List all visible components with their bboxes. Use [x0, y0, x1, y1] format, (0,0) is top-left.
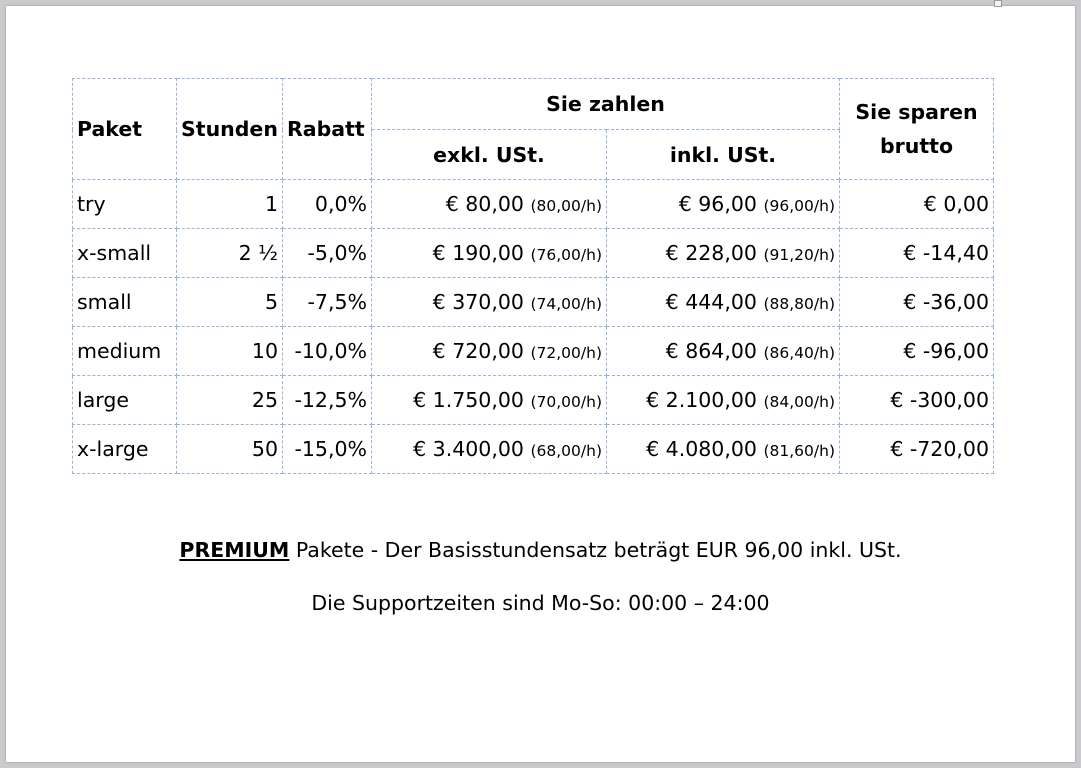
header-sie-sparen	[840, 79, 994, 180]
exkl-price: € 190,00	[432, 241, 524, 265]
page-corner-marker	[994, 0, 1002, 7]
exkl-rate: (76,00/h)	[530, 246, 602, 264]
exkl-rate: (72,00/h)	[530, 344, 602, 362]
cell-inkl	[607, 278, 840, 327]
exkl-price: € 80,00	[445, 192, 524, 216]
inkl-price: € 444,00	[665, 290, 757, 314]
support-hours-note: Die Supportzeiten sind Mo-So: 00:00 – 24:00	[311, 591, 770, 615]
cell-sparen: € -96,00	[840, 327, 994, 376]
cell-rabatt: 0,0%	[283, 180, 372, 229]
cell-stunden: 2 ½	[177, 229, 283, 278]
pricing-table	[72, 78, 994, 474]
cell-stunden: 1	[177, 180, 283, 229]
cell-sparen: € -300,00	[840, 376, 994, 425]
exkl-price: € 370,00	[432, 290, 524, 314]
premium-label: PREMIUM	[179, 538, 290, 562]
cell-exkl	[372, 278, 607, 327]
cell-exkl	[372, 425, 607, 474]
header-stunden: Stunden	[177, 79, 283, 180]
exkl-rate: (74,00/h)	[530, 295, 602, 313]
header-sie-sparen-line2: brutto	[879, 134, 954, 158]
cell-paket: x-small	[73, 229, 177, 278]
cell-inkl	[607, 180, 840, 229]
inkl-rate: (88,80/h)	[763, 295, 835, 313]
cell-inkl	[607, 229, 840, 278]
inkl-price: € 96,00	[678, 192, 757, 216]
inkl-rate: (86,40/h)	[763, 344, 835, 362]
cell-inkl	[607, 327, 840, 376]
header-rabatt: Rabatt	[283, 79, 372, 180]
inkl-rate: (81,60/h)	[763, 442, 835, 460]
inkl-price: € 864,00	[665, 339, 757, 363]
cell-paket: x-large	[73, 425, 177, 474]
cell-stunden: 25	[177, 376, 283, 425]
inkl-rate: (91,20/h)	[763, 246, 835, 264]
cell-inkl	[607, 376, 840, 425]
cell-stunden: 5	[177, 278, 283, 327]
cell-exkl	[372, 327, 607, 376]
inkl-price: € 2.100,00	[646, 388, 757, 412]
header-paket: Paket	[73, 79, 177, 180]
exkl-rate: (70,00/h)	[530, 393, 602, 411]
cell-paket: medium	[73, 327, 177, 376]
table-row	[73, 327, 994, 376]
cell-rabatt: -10,0%	[283, 327, 372, 376]
table-row	[73, 278, 994, 327]
cell-exkl	[372, 376, 607, 425]
cell-rabatt: -5,0%	[283, 229, 372, 278]
exkl-rate: (68,00/h)	[530, 442, 602, 460]
table-row	[73, 229, 994, 278]
cell-sparen: € -720,00	[840, 425, 994, 474]
premium-note-text: Pakete - Der Basisstundensatz beträgt EUR 96,00 inkl. USt.	[289, 538, 902, 562]
header-sie-sparen-line1: Sie sparen	[855, 100, 978, 124]
table-row	[73, 180, 994, 229]
header-row-1	[73, 79, 994, 130]
cell-sparen: € -36,00	[840, 278, 994, 327]
cell-paket: large	[73, 376, 177, 425]
cell-paket: small	[73, 278, 177, 327]
premium-note	[6, 538, 1075, 562]
cell-paket: try	[73, 180, 177, 229]
cell-inkl	[607, 425, 840, 474]
document-page	[6, 6, 1075, 762]
cell-rabatt: -12,5%	[283, 376, 372, 425]
table-row	[73, 425, 994, 474]
exkl-price: € 3.400,00	[413, 437, 524, 461]
header-inkl-ust: inkl. USt.	[607, 130, 840, 180]
inkl-rate: (96,00/h)	[763, 197, 835, 215]
header-sie-zahlen: Sie zahlen	[372, 79, 840, 130]
cell-rabatt: -15,0%	[283, 425, 372, 474]
cell-exkl	[372, 229, 607, 278]
inkl-price: € 4.080,00	[646, 437, 757, 461]
cell-exkl	[372, 180, 607, 229]
cell-rabatt: -7,5%	[283, 278, 372, 327]
cell-sparen: € -14,40	[840, 229, 994, 278]
table-row	[73, 376, 994, 425]
exkl-price: € 1.750,00	[413, 388, 524, 412]
cell-sparen: € 0,00	[840, 180, 994, 229]
exkl-rate: (80,00/h)	[530, 197, 602, 215]
exkl-price: € 720,00	[432, 339, 524, 363]
cell-stunden: 50	[177, 425, 283, 474]
inkl-price: € 228,00	[665, 241, 757, 265]
inkl-rate: (84,00/h)	[763, 393, 835, 411]
header-exkl-ust: exkl. USt.	[372, 130, 607, 180]
cell-stunden: 10	[177, 327, 283, 376]
